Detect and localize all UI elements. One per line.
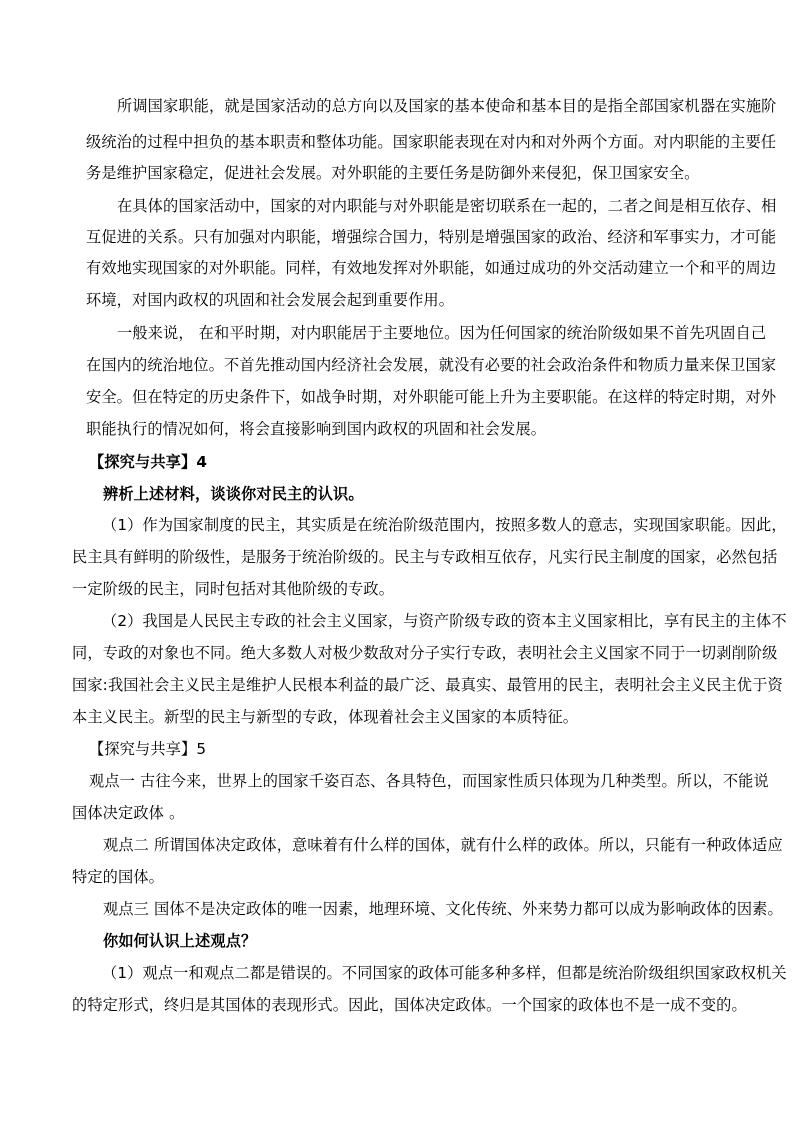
answer-4-1-line-2: 民主具有鲜明的阶级性，是服务于统治阶级的。民主与专政相互依存，凡实行民主制度的国家，必然包括 <box>72 548 778 566</box>
question-4: 辨析上述材料，谈谈你对民主的认识。 <box>103 485 364 503</box>
paragraph-2-line-1: 在具体的国家活动中，国家的对内职能与对外职能是密切联系在一起的，二者之间是相互依存、相 <box>117 197 777 215</box>
viewpoint-1-line-1: 观点一 古往今来，世界上的国家千姿百态、各具特色，而国家性质只体现为几种类型。所以，不能说 <box>89 772 769 790</box>
paragraph-3-line-1: 一般来说， 在和平时期，对内职能居于主要地位。因为任何国家的统治阶级如果不首先巩固自己 <box>117 324 767 342</box>
answer-4-2-line-1: （2）我国是人民民主专政的社会主义国家，与资产阶级专政的资本主义国家相比，享有民主的主体不 <box>102 612 787 630</box>
paragraph-3-line-4: 职能执行的情况如何，将会直接影响到国内政权的巩固和社会发展。 <box>86 420 547 438</box>
section-heading-4: 【探究与共享】4 <box>89 453 208 471</box>
answer-4-2-line-4: 本主义民主。新型的民主与新型的专政，体现着社会主义国家的本质特征。 <box>72 708 579 726</box>
paragraph-2-line-2: 互促进的关系。只有加强对内职能，增强综合国力，特别是增强国家的政治、经济和军事实力，才可能 <box>86 228 777 246</box>
answer-5-1-line-2: 的特定形式，终归是其国体的表现形式。因此，国体决定政体。一个国家的政体也不是一成不变的。 <box>72 996 747 1014</box>
viewpoint-2-line-1: 观点二 所谓国体决定政体，意味着有什么样的国体，就有什么样的政体。所以，只能有一种政体适应 <box>103 836 783 854</box>
paragraph-2-line-3: 有效地实现国家的对外职能。同样，有效地发挥对外职能，如通过成功的外交活动建立一个和平的周边 <box>86 259 777 277</box>
paragraph-1-line-1: 所调国家职能，就是国家活动的总方向以及国家的基本使命和基本目的是指全部国家机器在实施阶 <box>117 97 777 115</box>
answer-4-1-line-3: 一定阶级的民主，同时包括对其他阶级的专政。 <box>72 580 395 598</box>
viewpoint-3-line-1: 观点三 国体不是决定政体的唯一因素，地理环境、文化传统、外来势力都可以成为影响政体的因素。 <box>103 900 783 918</box>
paragraph-1-line-3: 务是维护国家稳定，促进社会发展。对外职能的主要任务是防御外来侵犯，保卫国家安全。 <box>86 164 700 182</box>
answer-4-2-line-2: 同，专政的对象也不同。绝大多数人对极少数敌对分子实行专政，表明社会主义国家不同于一切剥削阶级 <box>72 644 778 662</box>
viewpoint-1-line-2: 国体决定政体 。 <box>72 804 185 822</box>
paragraph-3-line-3: 安全。但在特定的历史条件下，如战争时期，对外职能可能上升为主要职能。在这样的特定时期，对外 <box>86 388 777 406</box>
answer-5-1-line-1: （1）观点一和观点二都是错误的。不同国家的政体可能多种多样，但都是统治阶级组织国家政权机关 <box>102 964 787 982</box>
question-5: 你如何认识上述观点？ <box>103 932 257 950</box>
paragraph-1-line-2: 级统治的过程中担负的基本职责和整体功能。国家职能表现在对内和对外两个方面。对内职能的主要任 <box>86 133 777 151</box>
answer-4-2-line-3: 国家:我国社会主义民主是维护人民根本利益的最广泛、最真实、最管用的民主，表明社会主义民主优于资 <box>72 676 783 694</box>
section-heading-5: 【探究与共享】5 <box>89 740 207 758</box>
paragraph-2-line-4: 环境，对国内政权的巩固和社会发展会起到重要作用。 <box>86 291 455 309</box>
viewpoint-2-line-2: 特定的国体。 <box>72 868 165 886</box>
paragraph-3-line-2: 在国内的统治地位。不首先推动国内经济社会发展，就没有必要的社会政治条件和物质力量来保卫国家 <box>86 356 777 374</box>
answer-4-1-line-1: （1）作为国家制度的民主，其实质是在统治阶级范围内，按照多数人的意志，实现国家职能。因此， <box>102 516 787 534</box>
